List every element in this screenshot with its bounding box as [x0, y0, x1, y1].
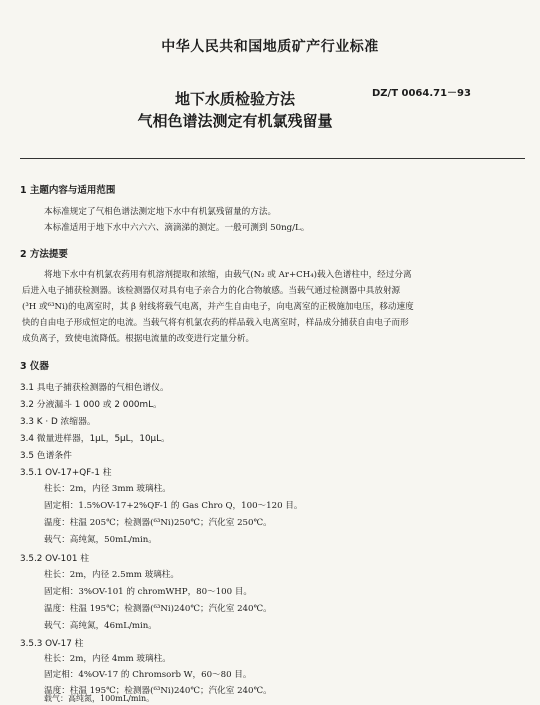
- standard-code: DZ/T 0064.71－93: [372, 88, 471, 99]
- document-title-line-1: 地下水质检验方法: [174, 90, 295, 108]
- standard-org-heading: 中华人民共和国地质矿产行业标准: [161, 39, 379, 55]
- item-3-3: 3.3 K · D 浓缩器。: [20, 417, 96, 427]
- column-1-carrier-gas: 载气：高纯氮，50mL/min。: [44, 535, 157, 545]
- column-1-length: 柱长：2m，内径 3mm 玻璃柱。: [44, 484, 171, 494]
- section-2-line-5: 成负离子，致使电流降低。根据电流量的改变进行定量分析。: [22, 334, 255, 344]
- document-title-line-2: 气相色谱法测定有机氯残留量: [137, 112, 333, 130]
- section-2-heading: 2 方法提要: [20, 249, 68, 260]
- column-2-carrier-gas: 载气：高纯氮，46mL/min。: [44, 621, 157, 631]
- section-2-line-1: 将地下水中有机氯农药用有机溶剂提取和浓缩，由载气(N₂ 或 Ar+CH₄)载入色谱柱中，经过分离: [44, 270, 412, 280]
- section-2-line-4: 快的自由电子形成恒定的电流。当载气将有机氯农药的样品载入电离室时，样品成分捕获自由电子而形: [22, 318, 409, 328]
- column-3-title: 3.5.3 OV-17 柱: [20, 639, 84, 649]
- column-2-phase: 固定相：3%OV-101 的 chromWHP，80～100 目。: [44, 587, 253, 597]
- column-1-temperature: 温度：柱温 205℃；检测器(⁶³Ni)250℃；汽化室 250℃。: [44, 518, 272, 528]
- item-3-5: 3.5 色谱条件: [20, 451, 72, 461]
- column-2-title: 3.5.2 OV-101 柱: [20, 554, 90, 564]
- section-3-heading: 3 仪器: [20, 361, 49, 372]
- item-3-1: 3.1 具电子捕获检测器的气相色谱仪。: [20, 383, 169, 393]
- section-2-line-3: (³H 或⁶³Ni)的电离室时，其 β 射线将载气电离，并产生自由电子，向电离室的正极施加电压，移动速度: [22, 302, 414, 312]
- column-2-temperature: 温度：柱温 195℃；检测器(⁶³Ni)240℃；汽化室 240℃。: [44, 604, 272, 614]
- column-1-phase: 固定相：1.5%OV-17+2%QF-1 的 Gas Chro Q，100～120 目。: [44, 501, 303, 511]
- column-2-length: 柱长：2m，内径 2.5mm 玻璃柱。: [44, 570, 179, 580]
- section-1-paragraph-1: 本标准规定了气相色谱法测定地下水中有机氯残留量的方法。: [44, 207, 277, 217]
- item-3-2: 3.2 分液漏斗 1 000 或 2 000mL。: [20, 400, 162, 410]
- column-3-length: 柱长：2m，内径 4mm 玻璃柱。: [44, 654, 171, 664]
- section-2-line-2: 后进入电子捕获检测器。该检测器仅对具有电子亲合力的化合物敏感。当载气通过检测器中具放射源: [22, 286, 401, 296]
- column-3-temperature: 温度：柱温 195℃；检测器(⁶³Ni)240℃；汽化室 240℃。: [44, 686, 272, 696]
- item-3-4: 3.4 微量进样器，1μL，5μL，10μL。: [20, 434, 170, 444]
- column-1-title: 3.5.1 OV-17+QF-1 柱: [20, 468, 112, 478]
- column-3-phase: 固定相：4%OV-17 的 Chromsorb W，60～80 目。: [44, 670, 252, 680]
- column-3-carrier-gas: 载气：高纯氮，100mL/min。: [44, 694, 155, 703]
- section-1-paragraph-2: 本标准适用于地下水中六六六、滴滴涕的测定。一般可测到 50ng/L。: [44, 223, 310, 233]
- section-1-heading: 1 主题内容与适用范围: [20, 185, 116, 196]
- header-divider: [20, 158, 525, 159]
